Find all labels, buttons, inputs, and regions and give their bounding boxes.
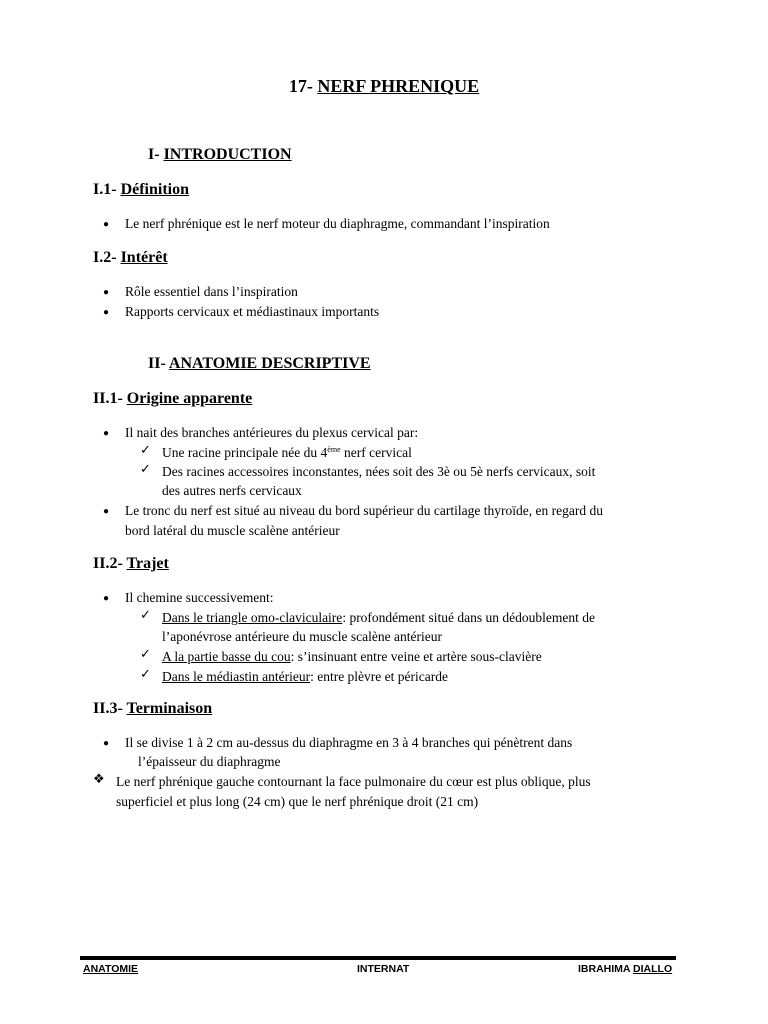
- checkmark-icon: ✓: [140, 461, 151, 476]
- subsection-heading-terminaison: II.3- Terminaison: [93, 700, 213, 717]
- note-item: Le nerf phrénique gauche contournant la face pulmonaire du cœur est plus oblique, plus: [116, 774, 591, 789]
- bullet-icon: ●: [103, 287, 110, 298]
- checkmark-icon: ✓: [140, 442, 151, 457]
- list-item: Il nait des branches antérieures du plexus cervical par:: [125, 425, 419, 440]
- bullet-icon: ●: [103, 307, 110, 318]
- note-item-continuation: superficiel et plus long (24 cm) que le nerf phrénique droit (21 cm): [116, 794, 479, 809]
- check-item: A la partie basse du cou: s’insinuant entre veine et artère sous-clavière: [162, 649, 542, 664]
- check-item: Dans le triangle omo-claviculaire: profondément situé dans un dédoublement de: [162, 610, 596, 625]
- check-item-continuation: des autres nerfs cervicaux: [162, 483, 302, 498]
- list-item-continuation: l’épaisseur du diaphragme: [138, 754, 281, 769]
- bullet-icon: ●: [103, 593, 110, 604]
- list-item: Il se divise 1 à 2 cm au-dessus du diaphragme en 3 à 4 branches qui pénètrent dans: [125, 735, 573, 750]
- list-item-continuation: bord latéral du muscle scalène antérieur: [125, 523, 340, 538]
- checkmark-icon: ✓: [140, 666, 151, 681]
- footer-left: ANATOMIE: [83, 963, 139, 975]
- list-item: Il chemine successivement:: [125, 590, 274, 605]
- list-item: Rapports cervicaux et médiastinaux importants: [125, 304, 380, 319]
- subsection-heading-trajet: II.2- Trajet: [93, 555, 169, 572]
- bullet-icon: ●: [103, 219, 110, 230]
- subsection-heading-interet: I.2- Intérêt: [93, 249, 168, 266]
- section-heading-anatomie: II- ANATOMIE DESCRIPTIVE: [148, 355, 371, 372]
- footer-right: IBRAHIMA DIALLO: [578, 963, 673, 975]
- list-item: Le tronc du nerf est situé au niveau du bord supérieur du cartilage thyroïde, en regard du: [125, 503, 603, 518]
- check-item: Dans le médiastin antérieur: entre plèvre et péricarde: [162, 669, 448, 684]
- footer-center: INTERNAT: [357, 963, 410, 975]
- checkmark-icon: ✓: [140, 607, 151, 622]
- checkmark-icon: ✓: [140, 646, 151, 661]
- diamond-bullet-icon: ❖: [93, 771, 105, 786]
- section-heading-introduction: I- INTRODUCTION: [148, 146, 292, 163]
- check-item: Une racine principale née du 4ème nerf cervical: [162, 445, 412, 460]
- check-item: Des racines accessoires inconstantes, nées soit des 3è ou 5è nerfs cervicaux, soit: [162, 464, 596, 479]
- list-item: Le nerf phrénique est le nerf moteur du diaphragme, commandant l’inspiration: [125, 216, 550, 231]
- check-item-continuation: l’aponévrose antérieure du muscle scalène antérieur: [162, 629, 442, 644]
- bullet-icon: ●: [103, 506, 110, 517]
- subsection-heading-origine: II.1- Origine apparente: [93, 390, 253, 407]
- bullet-icon: ●: [103, 428, 110, 439]
- subsection-heading-definition: I.1- Définition: [93, 181, 190, 198]
- page-title: 17- NERF PHRENIQUE: [288, 76, 480, 96]
- footer-divider: [80, 956, 676, 960]
- bullet-icon: ●: [103, 738, 110, 749]
- list-item: Rôle essentiel dans l’inspiration: [125, 284, 298, 299]
- page-title-text: NERF PHRENIQUE: [317, 76, 480, 96]
